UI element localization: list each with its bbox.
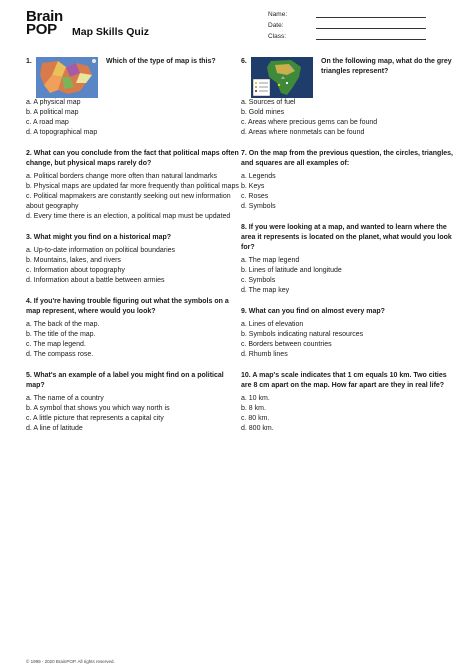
question-8-text: 8. If you were looking at a map, and wanted to learn where the area it represents is located on the planet, what would you look for? (241, 224, 452, 251)
name-field[interactable] (268, 7, 426, 18)
logo-line2: POP (26, 21, 57, 38)
answer-option[interactable]: b. Lines of latitude and longitude (241, 267, 342, 274)
answer-option[interactable]: a. Sources of fuel (241, 99, 296, 106)
answer-option[interactable]: d. The compass rose. (26, 351, 94, 358)
question-4-text: 4. If you're having trouble figuring out what the symbols on a map represent, where would you look? (26, 298, 229, 315)
answer-option[interactable]: c. Information about topography (26, 267, 125, 274)
answer-option[interactable]: a. Political borders change more often than natural landmarks (26, 173, 218, 180)
question-9-text: 9. What can you find on almost every map? (241, 308, 385, 315)
answer-option[interactable]: d. A line of latitude (26, 425, 83, 432)
answer-option[interactable]: a. Lines of elevation (241, 321, 304, 328)
question-6-text: On the following map, what do the grey triangles represent? (321, 58, 452, 75)
question-6 (241, 57, 456, 138)
answer-option[interactable]: a. The map legend (241, 257, 300, 264)
answer-option[interactable]: d. Every time there is an election, a political map must be updated (26, 213, 231, 220)
question-10 (241, 371, 456, 434)
answer-option[interactable]: d. A topographical map (26, 129, 98, 136)
answer-option[interactable]: a. Up-to-date information on political boundaries (26, 247, 176, 254)
answer-option[interactable]: a. The back of the map. (26, 321, 100, 328)
answer-option[interactable]: c. Areas where precious gems can be found (241, 119, 378, 126)
question-9 (241, 307, 456, 360)
name-label: Name: (268, 11, 288, 18)
answer-option[interactable]: a. 10 km. (241, 395, 270, 402)
question-7-text: 7. On the map from the previous question, the circles, triangles, and squares are all examples of: (241, 150, 453, 167)
answer-option[interactable]: c. 80 km. (241, 415, 270, 422)
answer-option[interactable]: b. A symbol that shows you which way north is (26, 405, 170, 412)
answer-option[interactable]: c. Symbols (241, 277, 276, 284)
answer-option[interactable]: b. Keys (241, 183, 265, 190)
resource-map-image (251, 57, 313, 98)
answer-option[interactable]: a. A physical map (26, 99, 81, 106)
question-3-text: 3. What might you find on a historical map? (26, 234, 172, 241)
answer-option[interactable]: c. Political mapmakers are constantly seeking out new information about geography (26, 193, 231, 210)
question-4 (26, 297, 241, 360)
answer-option[interactable]: b. Physical maps are updated far more frequently than political maps (26, 183, 239, 190)
answer-option[interactable]: c. Borders between countries (241, 341, 332, 348)
answer-option[interactable]: b. The title of the map. (26, 331, 96, 338)
political-map-image (36, 57, 98, 98)
question-2 (26, 149, 241, 222)
date-field[interactable] (268, 18, 426, 29)
answer-option[interactable]: b. 8 km. (241, 405, 266, 412)
class-label: Class: (268, 33, 287, 40)
answer-option[interactable]: b. Mountains, lakes, and rivers (26, 257, 121, 264)
answer-option[interactable]: d. Symbols (241, 203, 276, 210)
question-6-number: 6. (241, 58, 247, 65)
page-title: Map Skills Quiz (72, 26, 150, 38)
question-1-number: 1. (26, 58, 32, 65)
answer-option[interactable]: a. Legends (241, 173, 276, 180)
answer-option[interactable]: d. 800 km. (241, 425, 274, 432)
answer-option[interactable]: d. Rhumb lines (241, 351, 288, 358)
name-line[interactable] (316, 10, 426, 18)
answer-option[interactable]: c. Roses (241, 193, 269, 200)
question-1-header (26, 57, 241, 98)
brainpop-logo (26, 10, 63, 36)
answer-option[interactable]: c. The map legend. (26, 341, 86, 348)
answer-option[interactable]: b. A political map (26, 109, 79, 116)
question-5 (26, 371, 241, 434)
question-5-text: 5. What's an example of a label you might find on a political map? (26, 372, 224, 389)
answer-option[interactable]: c. A road map (26, 119, 69, 126)
answer-option[interactable]: b. Gold mines (241, 109, 285, 116)
question-3 (26, 233, 241, 286)
right-column (241, 57, 456, 445)
logo-line1: Brain (26, 8, 63, 25)
answer-option[interactable]: d. Areas where nonmetals can be found (241, 129, 365, 136)
answer-option[interactable]: c. A little picture that represents a capital city (26, 415, 164, 422)
question-8 (241, 223, 456, 296)
date-label: Date: (268, 22, 284, 29)
student-fields (268, 7, 426, 40)
class-line[interactable] (316, 32, 426, 40)
left-column (26, 57, 241, 445)
date-line[interactable] (316, 21, 426, 29)
question-2-text: 2. What can you conclude from the fact that political maps often change, but physical maps rarely do? (26, 150, 239, 167)
answer-option[interactable]: d. Information about a battle between armies (26, 277, 165, 284)
question-6-header (241, 57, 456, 98)
answer-option[interactable]: d. The map key (241, 287, 290, 294)
class-field[interactable] (268, 29, 426, 40)
answer-option[interactable]: b. Symbols indicating natural resources (241, 331, 364, 338)
answer-option[interactable]: a. The name of a country (26, 395, 104, 402)
question-7 (241, 149, 456, 212)
question-10-text: 10. A map's scale indicates that 1 cm equals 10 km. Two cities are 8 cm apart on the map. How far apart are they in real life? (241, 372, 447, 389)
copyright-footer: © 1999 - 2020 BrainPOP. All rights reserved. (26, 659, 115, 664)
question-1 (26, 57, 241, 138)
question-1-text: Which of the type of map is this? (106, 58, 216, 65)
